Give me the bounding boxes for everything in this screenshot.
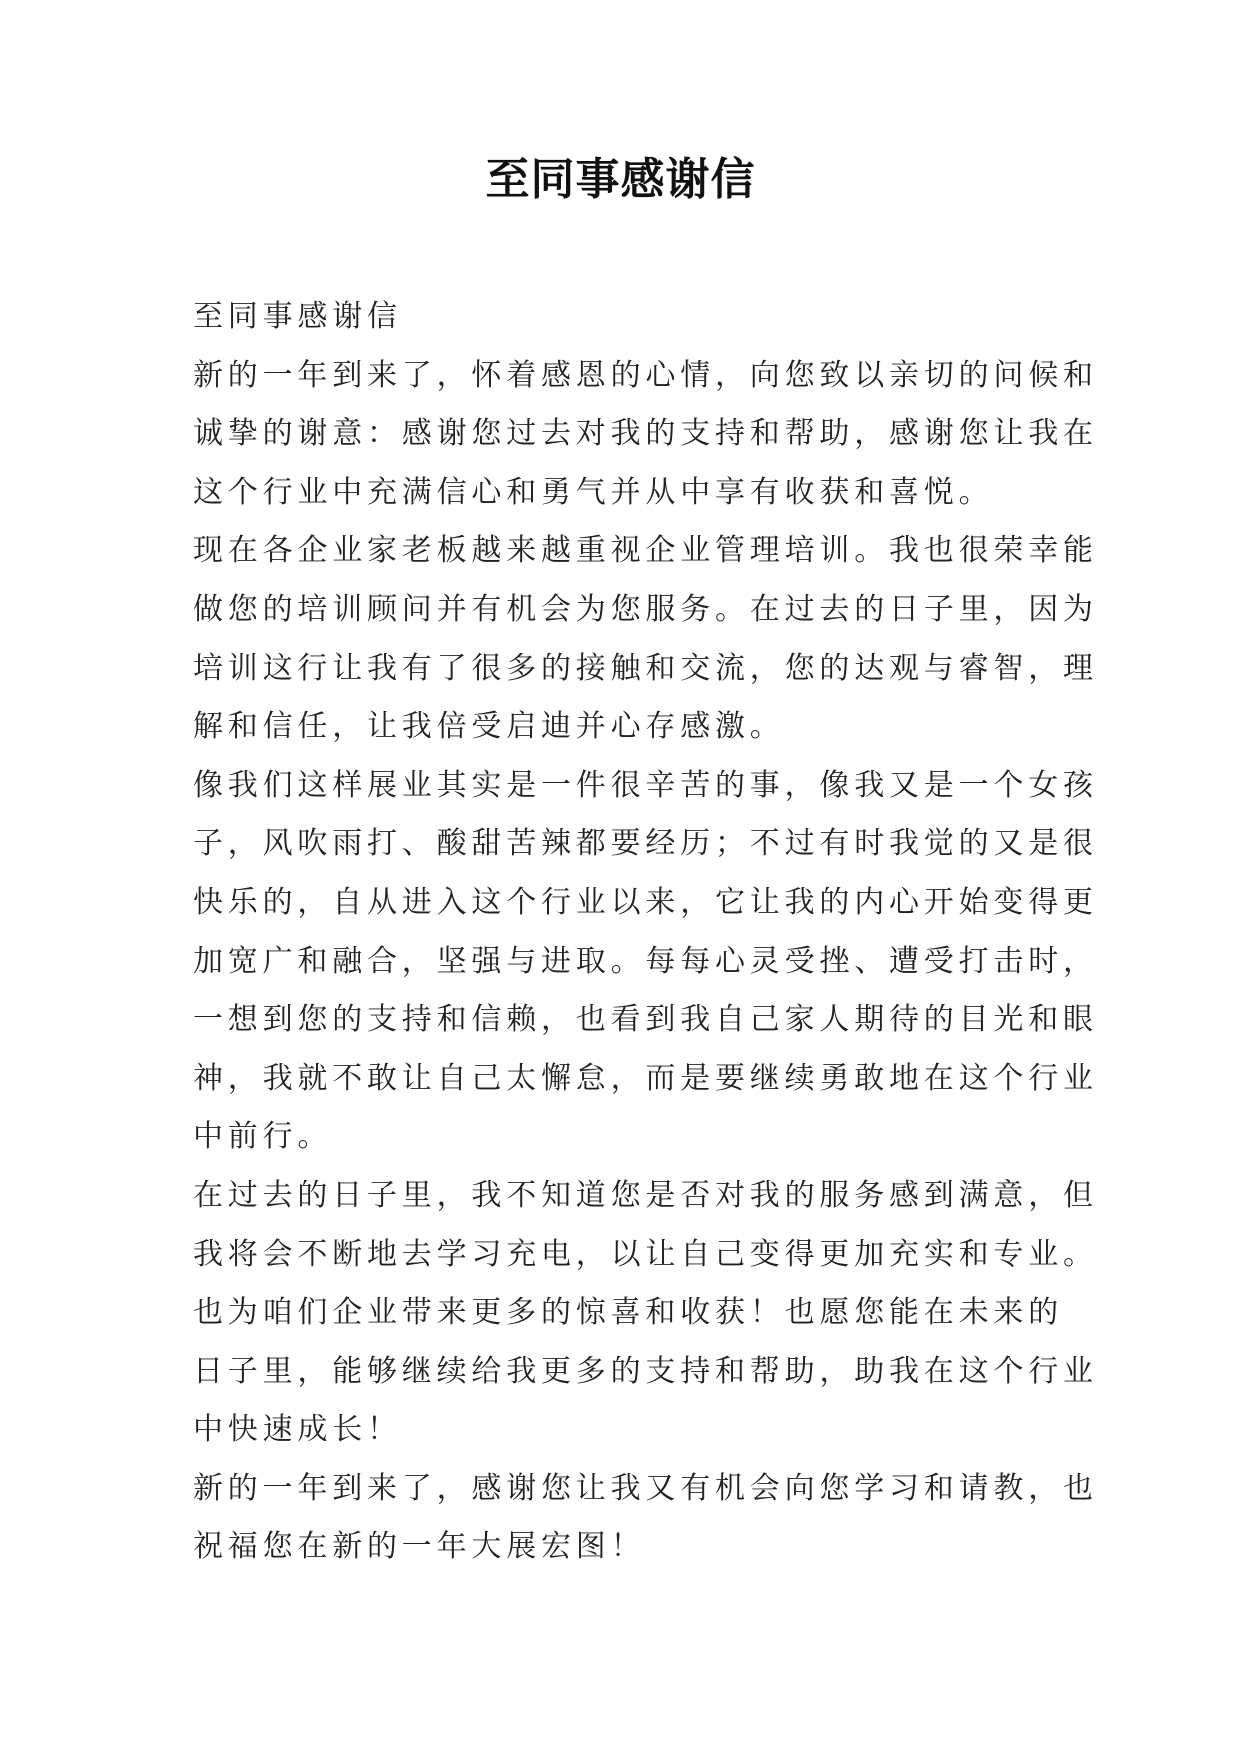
letter-body xyxy=(193,288,1098,1577)
text-line: 中前行。 xyxy=(193,1119,333,1155)
text-line: 在过去的日子里，我不知道您是否对我的服务感到满意，但 xyxy=(193,1177,1098,1213)
text-line: 加宽广和融合，坚强与进取。每每心灵受挫、遭受打击时， xyxy=(193,943,1098,979)
text-line: 这个行业中充满信心和勇气并从中享有收获和喜悦。 xyxy=(193,474,994,510)
text-line: 做您的培训顾问并有机会为您服务。在过去的日子里，因为 xyxy=(193,591,1098,627)
text-line: 诚挚的谢意：感谢您过去对我的支持和帮助，感谢您让我在 xyxy=(193,416,1098,452)
text-line: 解和信任，让我倍受启迪并心存感激。 xyxy=(193,709,785,745)
text-line: 现在各企业家老板越来越重视企业管理培训。我也很荣幸能 xyxy=(193,533,1098,569)
letter-subtitle: 至同事感谢信 xyxy=(193,299,402,334)
text-line: 培训这行让我有了很多的接触和交流，您的达观与睿智，理 xyxy=(193,650,1098,686)
text-line: 也为咱们企业带来更多的惊喜和收获！也愿您能在未来的 xyxy=(193,1295,1063,1331)
text-line: 一想到您的支持和信赖，也看到我自己家人期待的目光和眼 xyxy=(193,1002,1098,1038)
text-line: 新的一年到来了，感谢您让我又有机会向您学习和请教，也 xyxy=(193,1470,1098,1506)
text-line: 子，风吹雨打、酸甜苦辣都要经历；不过有时我觉的又是很 xyxy=(193,826,1098,862)
text-line: 中快速成长！ xyxy=(193,1412,402,1448)
text-line: 神，我就不敢让自己太懈怠，而是要继续勇敢地在这个行业 xyxy=(193,1060,1098,1096)
text-line: 快乐的，自从进入这个行业以来，它让我的内心开始变得更 xyxy=(193,884,1098,920)
text-line: 新的一年到来了，怀着感恩的心情，向您致以亲切的问候和 xyxy=(193,357,1098,393)
text-line: 日子里，能够继续给我更多的支持和帮助，助我在这个行业 xyxy=(193,1353,1098,1389)
text-line: 像我们这样展业其实是一件很辛苦的事，像我又是一个女孩 xyxy=(193,767,1098,803)
text-line: 祝福您在新的一年大展宏图！ xyxy=(193,1529,646,1565)
document-title: 至同事感谢信 xyxy=(485,154,756,205)
text-line: 我将会不断地去学习充电，以让自己变得更加充实和专业。 xyxy=(193,1236,1098,1272)
